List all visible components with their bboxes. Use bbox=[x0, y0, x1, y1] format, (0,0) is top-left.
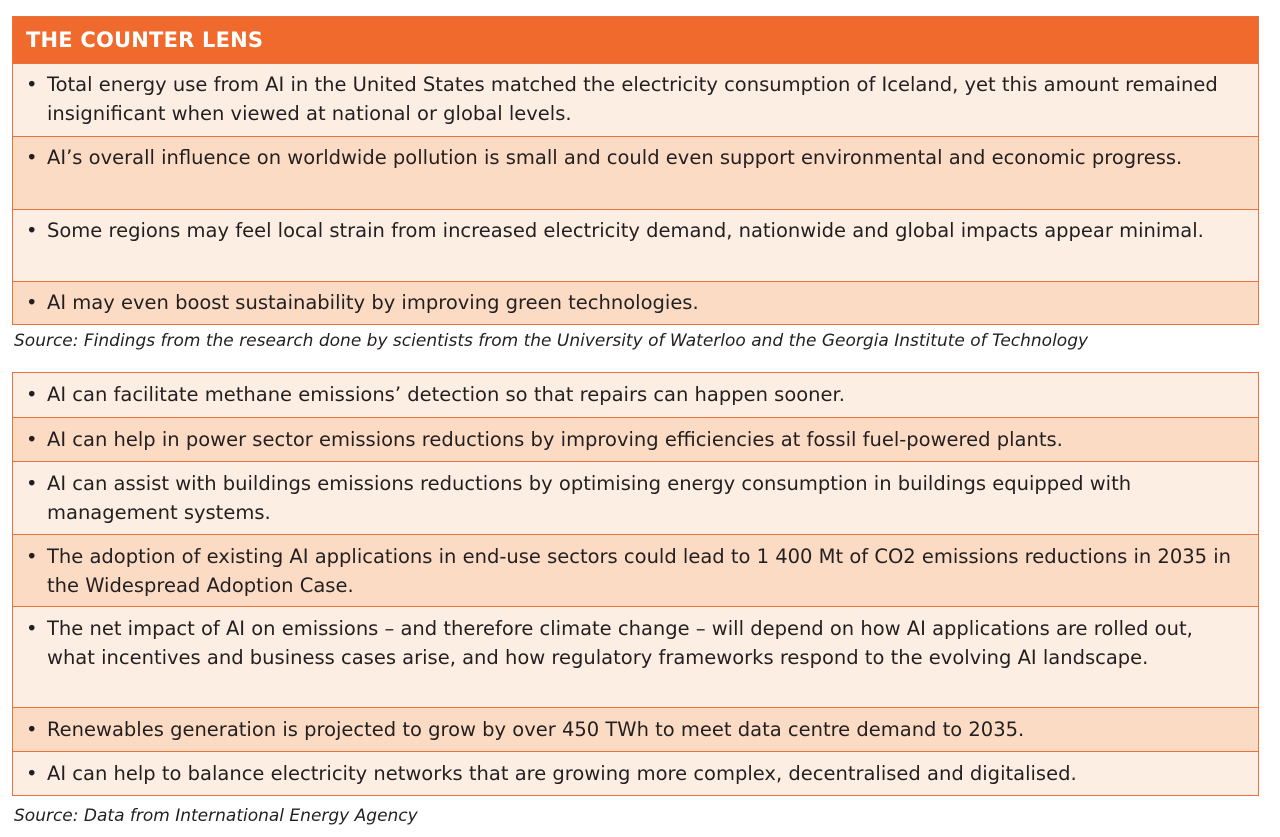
list-item-text: AI’s overall influence on worldwide pollution is small and could even support environmental and economic progress. bbox=[47, 146, 1183, 169]
list-item-text: AI can facilitate methane emissions’ detection so that repairs can happen sooner. bbox=[47, 383, 845, 406]
list-item bbox=[13, 417, 1258, 461]
bullet-icon: • bbox=[26, 291, 38, 314]
iea-source: Source: Data from International Energy Agency bbox=[14, 806, 418, 826]
list-item bbox=[13, 136, 1258, 209]
bullet-icon: • bbox=[26, 219, 38, 242]
iea-list bbox=[13, 373, 1258, 795]
list-item bbox=[13, 209, 1258, 281]
list-item-text: AI may even boost sustainability by improving green technologies. bbox=[47, 291, 699, 314]
list-item-text: The net impact of AI on emissions – and therefore climate change – will depend on how AI applications are rolled out, what incentives and business cases arise, and how regulatory frameworks respond to the evolving AI landscape. bbox=[47, 617, 1193, 669]
list-item bbox=[13, 64, 1258, 136]
bullet-icon: • bbox=[26, 146, 38, 169]
bullet-icon: • bbox=[26, 545, 38, 568]
list-item-text: AI can help in power sector emissions reductions by improving efficiencies at fossil fuel-powered plants. bbox=[47, 428, 1063, 451]
list-item bbox=[13, 751, 1258, 795]
counter-lens-source: Source: Findings from the research done by scientists from the University of Waterloo and the Georgia Institute of Technology bbox=[14, 331, 1089, 351]
list-item-text: AI can assist with buildings emissions reductions by optimising energy consumption in buildings equipped with management systems. bbox=[47, 472, 1132, 524]
list-item-text: Total energy use from AI in the United States matched the electricity consumption of Iceland, yet this amount remained insignificant when viewed at national or global levels. bbox=[47, 73, 1218, 125]
bullet-icon: • bbox=[26, 73, 38, 96]
list-item-text: Some regions may feel local strain from increased electricity demand, nationwide and global impacts appear minimal. bbox=[47, 219, 1204, 242]
list-item bbox=[13, 373, 1258, 417]
bullet-icon: • bbox=[26, 617, 38, 640]
bullet-icon: • bbox=[26, 762, 38, 785]
iea-panel bbox=[12, 372, 1259, 796]
bullet-icon: • bbox=[26, 718, 38, 741]
list-item bbox=[13, 707, 1258, 751]
list-item bbox=[13, 461, 1258, 534]
list-item bbox=[13, 606, 1258, 707]
list-item-text: AI can help to balance electricity networks that are growing more complex, decentralised and digitalised. bbox=[47, 762, 1077, 785]
counter-lens-panel bbox=[12, 16, 1259, 325]
list-item-text: Renewables generation is projected to grow by over 450 TWh to meet data centre demand to 2035. bbox=[47, 718, 1025, 741]
counter-lens-header bbox=[13, 17, 1258, 64]
bullet-icon: • bbox=[26, 383, 38, 406]
counter-lens-title: THE COUNTER LENS bbox=[26, 28, 264, 52]
list-item bbox=[13, 534, 1258, 606]
counter-lens-list bbox=[13, 64, 1258, 324]
list-item bbox=[13, 281, 1258, 324]
bullet-icon: • bbox=[26, 472, 38, 495]
list-item-text: The adoption of existing AI applications in end-use sectors could lead to 1 400 Mt of CO2 emissions reductions in 2035 in the Widespread Adoption Case. bbox=[47, 545, 1232, 597]
bullet-icon: • bbox=[26, 428, 38, 451]
